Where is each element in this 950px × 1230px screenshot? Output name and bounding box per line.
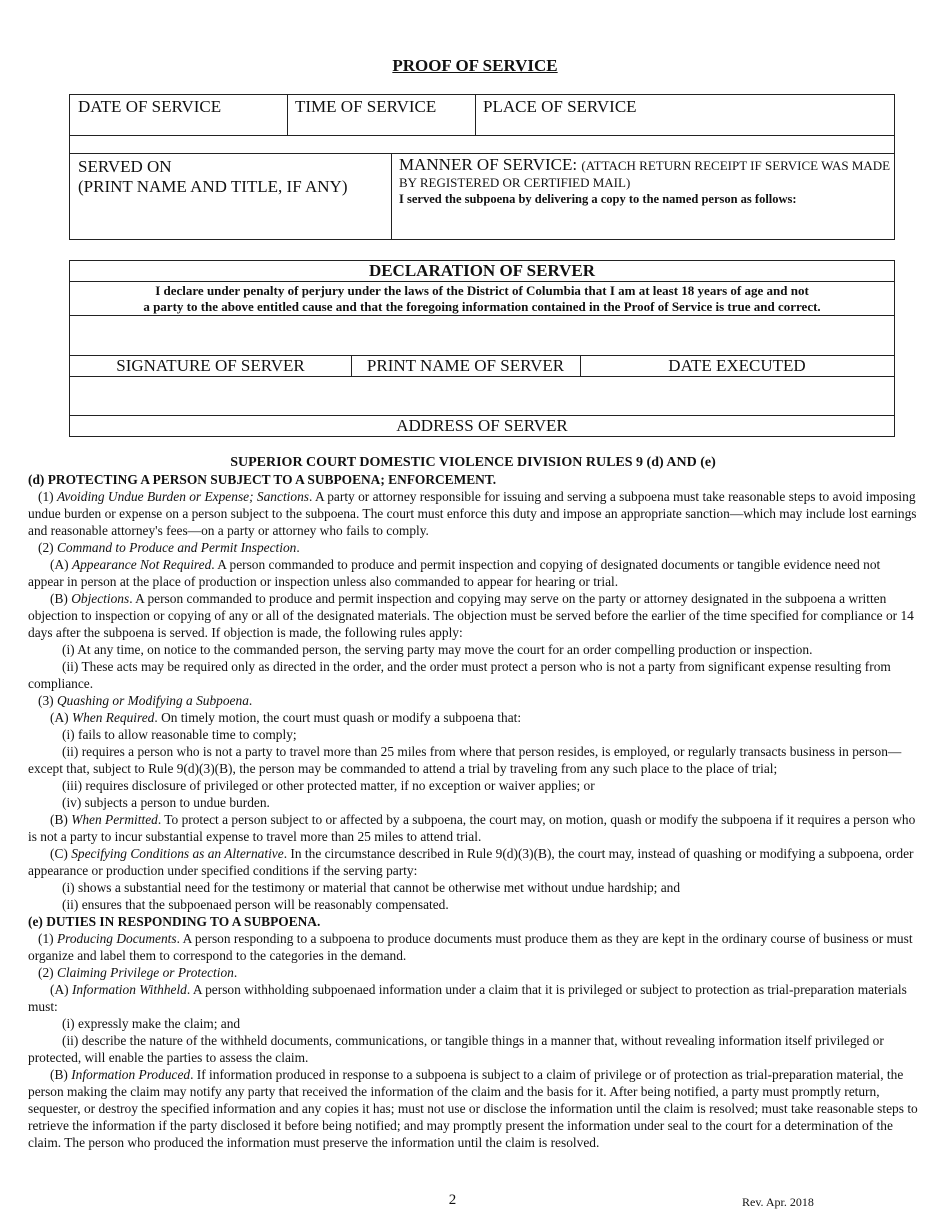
rule-e2B: (B) Information Produced. If information produced in response to a subpoena is subject to a claim of privilege or of protection as trial-preparation material, the person making the claim may notify any party that received the information of the claim and the basis for it. After being notified, a party must promptly return, sequester, or destroy the specified information and any copies it has; must not use or disclose the information until the claim is resolved; must take reasonable steps to retrieve the information if the party disclosed it before being notified; and may promptly present the information under seal to the court for a determination of the claim. The person who produced the information must preserve the information until the claim is resolved. xyxy=(28,1067,918,1150)
page-number: 2 xyxy=(448,1192,457,1208)
rule-d3A-i: (i) fails to allow reasonable time to comply; xyxy=(62,727,297,742)
manner-of-service-statement: I served the subpoena by delivering a copy to the named person as follows: xyxy=(399,192,797,206)
rules-heading: SUPERIOR COURT DOMESTIC VIOLENCE DIVISION RULES 9 (d) AND (e) xyxy=(230,455,716,470)
rule-d2B-i: (i) At any time, on notice to the commanded person, the serving party may move the court for an order compelling production or inspection. xyxy=(62,642,813,657)
rule-e1: (1) Producing Documents. A person responding to a subpoena to produce documents must produce them as they are kept in the ordinary course of business or must organize and label them to correspond to the categories in the demand. xyxy=(28,931,913,963)
section-e-heading: (e) DUTIES IN RESPONDING TO A SUBPOENA. xyxy=(28,914,321,929)
rule-d3A-iii: (iii) requires disclosure of privileged or other protected matter, if no exception or waiver applies; or xyxy=(62,778,595,793)
declaration-title: DECLARATION OF SERVER xyxy=(368,261,596,280)
rule-d3C-ii: (ii) ensures that the subpoenaed person will be reasonably compensated. xyxy=(62,897,449,912)
place-of-service-label: PLACE OF SERVICE xyxy=(483,97,637,116)
rule-d2B-ii: (ii) These acts may be required only as directed in the order, and the order must protect a person who is not a party from significant expense resulting from compliance. xyxy=(28,659,891,691)
declaration-table xyxy=(69,260,895,437)
rule-d3C: (C) Specifying Conditions as an Alternative. In the circumstance described in Rule 9(d)(3)(B), the court may, instead of quashing or modifying a subpoena, order appearance or production under specified conditions if the serving party: xyxy=(28,846,914,878)
rules-section xyxy=(28,454,918,1151)
rule-d2A: (A) Appearance Not Required. A person commanded to produce and permit inspection and copying of designated documents or tangible evidence need not appear in person at the place of production or inspection unless also commanded to appear for hearing or trial. xyxy=(28,557,881,589)
served-on-sublabel: (PRINT NAME AND TITLE, IF ANY) xyxy=(78,177,348,196)
rule-d3A-ii: (ii) requires a person who is not a party to travel more than 25 miles from where that person resides, is employed, or regularly transacts business in person—except that, subject to Rule 9(d)(3)(B), the person may be commanded to attend a trial by traveling from any such place to the place of trial; xyxy=(28,744,902,776)
page-title: PROOF OF SERVICE xyxy=(392,56,558,75)
rule-d2B: (B) Objections. A person commanded to produce and permit inspection and copying may serve on the party or attorney designated in the subpoena a written objection to inspection or copying of any or all of the designated materials. The objection must be served before the earlier of the time specified for compliance or 14 days after the subpoena is served. If objection is made, the following rules apply: xyxy=(28,591,914,640)
proof-of-service-table xyxy=(69,94,895,240)
declaration-text xyxy=(70,283,894,315)
served-on-label: SERVED ON xyxy=(78,157,172,176)
rule-e2A-ii: (ii) describe the nature of the withheld documents, communications, or tangible things in a manner that, without revealing information itself privileged or protected, will enable the parties to assess the claim. xyxy=(28,1033,884,1065)
time-of-service-label: TIME OF SERVICE xyxy=(295,97,437,116)
rule-d1: (1) Avoiding Undue Burden or Expense; Sanctions. A party or attorney responsible for issuing and serving a subpoena must take reasonable steps to avoid imposing undue burden or expense on a person subject to the subpoena. The court must enforce this duty and impose an appropriate sanction—which may include lost earnings and reasonable attorney's fees—on a party or attorney who fails to comply. xyxy=(28,489,917,538)
declaration-text-line-1: I declare under penalty of perjury under the laws of the District of Columbia that I am at least 18 years of age and not xyxy=(155,283,809,298)
address-of-server-label: ADDRESS OF SERVER xyxy=(396,416,568,435)
rule-e2A-i: (i) expressly make the claim; and xyxy=(62,1016,241,1031)
signature-of-server-label: SIGNATURE OF SERVER xyxy=(116,356,305,375)
declaration-text-line-2: a party to the above entitled cause and that the foregoing information contained in the Proof of Service is true and correct. xyxy=(143,299,821,314)
rule-d2: (2) Command to Produce and Permit Inspection. xyxy=(38,540,300,555)
date-of-service-label: DATE OF SERVICE xyxy=(78,97,222,116)
rule-d3A-iv: (iv) subjects a person to undue burden. xyxy=(62,795,270,810)
rule-d3: (3) Quashing or Modifying a Subpoena. xyxy=(38,693,253,708)
rule-d3A: (A) When Required. On timely motion, the court must quash or modify a subpoena that: xyxy=(50,710,522,725)
manner-of-service-note: (ATTACH RETURN RECEIPT IF SERVICE WAS MADE BY REGISTERED OR CERTIFIED MAIL) xyxy=(399,158,891,190)
revision-date: Rev. Apr. 2018 xyxy=(742,1195,814,1209)
rule-d3B: (B) When Permitted. To protect a person subject to or affected by a subpoena, the court may, on motion, quash or modify the subpoena if it requires a person who is not a party to incur substantial expense to travel more than 25 miles to attend trial. xyxy=(28,812,916,844)
served-on-block xyxy=(78,157,347,197)
rule-e2A: (A) Information Withheld. A person withholding subpoenaed information under a claim that it is privileged or subject to protection as trial-preparation materials must: xyxy=(28,982,907,1014)
rule-e2: (2) Claiming Privilege or Protection. xyxy=(38,965,238,980)
manner-of-service-block xyxy=(399,157,891,207)
rule-d3C-i: (i) shows a substantial need for the testimony or material that cannot be otherwise met without undue hardship; and xyxy=(62,880,681,895)
section-d-heading: (d) PROTECTING A PERSON SUBJECT TO A SUBPOENA; ENFORCEMENT. xyxy=(28,472,497,487)
date-executed-label: DATE EXECUTED xyxy=(668,356,806,375)
manner-of-service-label: MANNER OF SERVICE: xyxy=(399,155,578,174)
print-name-of-server-label: PRINT NAME OF SERVER xyxy=(366,356,565,375)
